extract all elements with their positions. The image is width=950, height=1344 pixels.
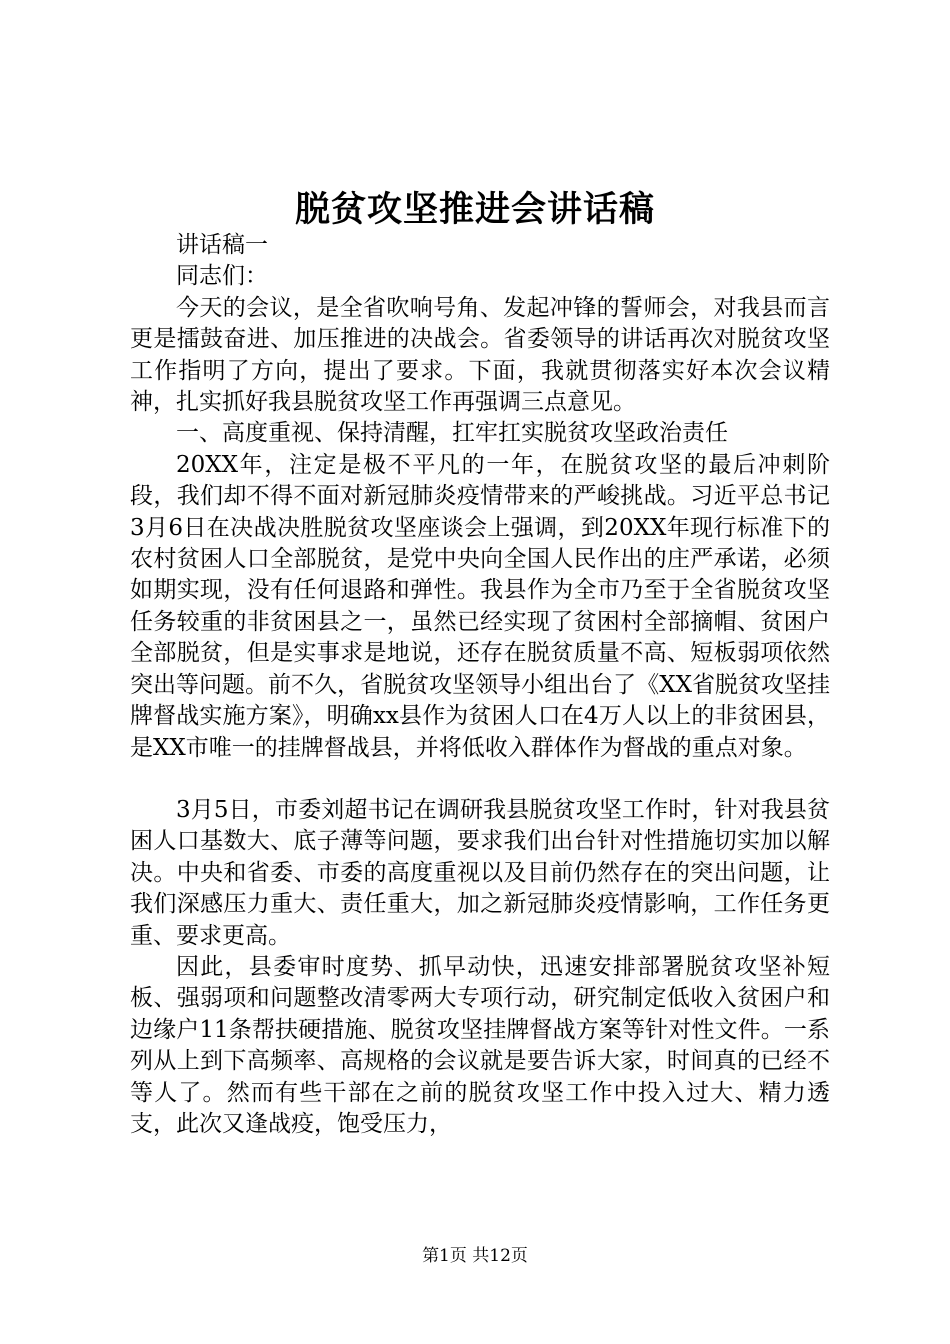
paragraph-body: 20XX年，注定是极不平凡的一年，在脱贫攻坚的最后冲刺阶段，我们却不得不面对新冠肺炎疫情带来的严峻挑战。习近平总书记3月6日在决战决胜脱贫攻坚座谈会上强调，到20XX年现行标准下的农村贫困人口全部脱贫，是党中央向全国人民作出的庄严承诺，必须如期实现，没有任何退路和弹性。我县作为全市乃至于全省脱贫攻坚任务较重的非贫困县之一，虽然已经实现了贫困村全部摘帽、贫困户全部脱贫，但是实事求是地说，还存在脱贫质量不高、短板弱项依然突出等问题。前不久，省脱贫攻坚领导小组出台了《XX省脱贫攻坚挂牌督战实施方案》，明确xx县作为贫困人口在4万人以上的非贫困县，是XX市唯一的挂牌督战县，并将低收入群体作为督战的重点对象。 <box>130 451 830 761</box>
document-body <box>130 230 830 1140</box>
section-heading: 一、高度重视、保持清醒，扛牢扛实脱贫攻坚政治责任 <box>176 420 728 447</box>
paragraph-body: 因此，县委审时度势、抓早动快，迅速安排部署脱贫攻坚补短板、强弱项和问题整改清零两大专项行动，研究制定低收入贫困户和边缘户11条帮扶硬措施、脱贫攻坚挂牌督战方案等针对性文件。一系列从上到下高频率、高规格的会议就是要告诉大家，时间真的已经不等人了。然而有些干部在之前的脱贫攻坚工作中投入过大、精力透支，此次又逢战疫，饱受压力， <box>130 953 830 1137</box>
salutation: 同志们： <box>176 263 268 290</box>
page-number-footer: 第1页 共12页 <box>422 1246 528 1266</box>
document-title: 脱贫攻坚推进会讲话稿 <box>294 189 655 230</box>
paragraph-intro: 今天的会议，是全省吹响号角、发起冲锋的誓师会，对我县而言更是擂鼓奋进、加压推进的决战会。省委领导的讲话再次对脱贫攻坚工作指明了方向，提出了要求。下面，我就贯彻落实好本次会议精神，扎实抓好我县脱贫攻坚工作再强调三点意见。 <box>130 294 830 416</box>
speech-label: 讲话稿一 <box>176 232 268 258</box>
paragraph-body: 3月5日，市委刘超书记在调研我县脱贫攻坚工作时，针对我县贫困人口基数大、底子薄等问题，要求我们出台针对性措施切实加以解决。中央和省委、市委的高度重视以及目前仍然存在的突出问题，让我们深感压力重大、责任重大，加之新冠肺炎疫情影响，工作任务更重、要求更高。 <box>130 796 830 949</box>
